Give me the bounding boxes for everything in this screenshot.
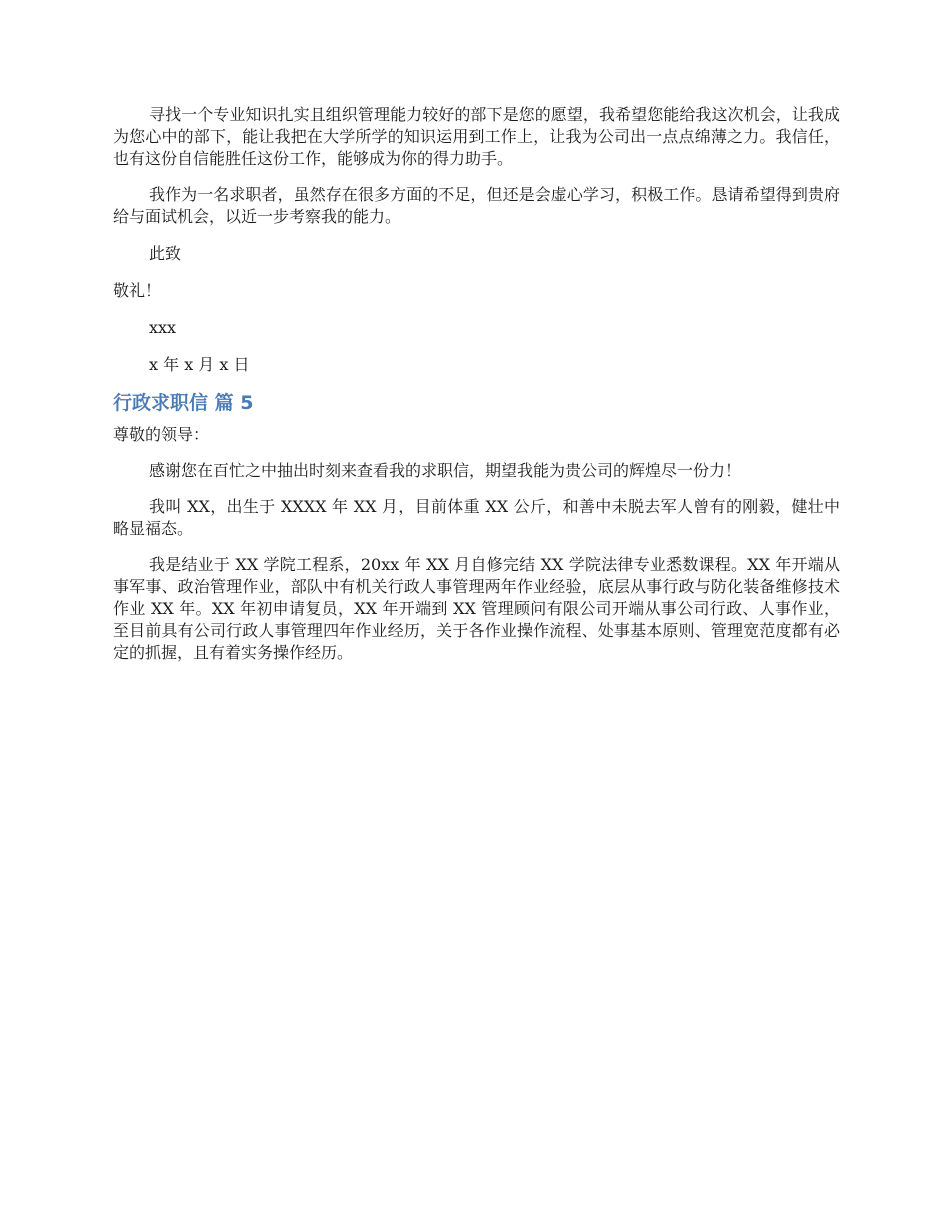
document-page — [113, 104, 840, 664]
salutation-line: 敬礼！ — [113, 281, 162, 300]
paragraph: 寻找一个专业知识扎实且组织管理能力较好的部下是您的愿望，我希望您能给我这次机会，让我成为您心中的部下，能让我把在大学所学的知识运用到工作上，让我为公司出一点点绵薄之力。我信任，也有这份自信能胜任这份工作，能够成为你的得力助手。 — [113, 105, 840, 168]
paragraph: 我作为一名求职者，虽然存在很多方面的不足，但还是会虚心学习，积极工作。恳请希望得到贵府给与面试机会，以近一步考察我的能力。 — [113, 185, 840, 226]
paragraph: 我是结业于 XX 学院工程系，20xx 年 XX 月自修完结 XX 学院法律专业悉数课程。XX 年开端从事军事、政治管理作业，部队中有机关行政人事管理两年作业经验，底层从事行政与防化装备维修技术作业 XX 年。XX 年初申请复员，XX 年开端到 XX 管理顾问有限公司开端从事公司行政、人事作业，至目前具有公司行政人事管理四年作业经历，关于各作业操作流程、处事基本原则、管理宽范度都有必定的抓握，且有着实务操作经历。 — [113, 555, 840, 662]
paragraph: 感谢您在百忙之中抽出时刻来查看我的求职信，期望我能为贵公司的辉煌尽一份力！ — [149, 461, 742, 480]
section-heading: 行政求职信 篇 5 — [113, 392, 254, 414]
paragraph: 我叫 XX，出生于 XXXX 年 XX 月，目前体重 XX 公斤，和善中未脱去军人曾有的刚毅，健壮中略显福态。 — [113, 497, 840, 538]
date-line: x 年 x 月 x 日 — [149, 355, 250, 374]
closing-line: 此致 — [149, 244, 182, 263]
greeting-line: 尊敬的领导： — [113, 425, 210, 444]
signature-line: xxx — [149, 318, 177, 337]
